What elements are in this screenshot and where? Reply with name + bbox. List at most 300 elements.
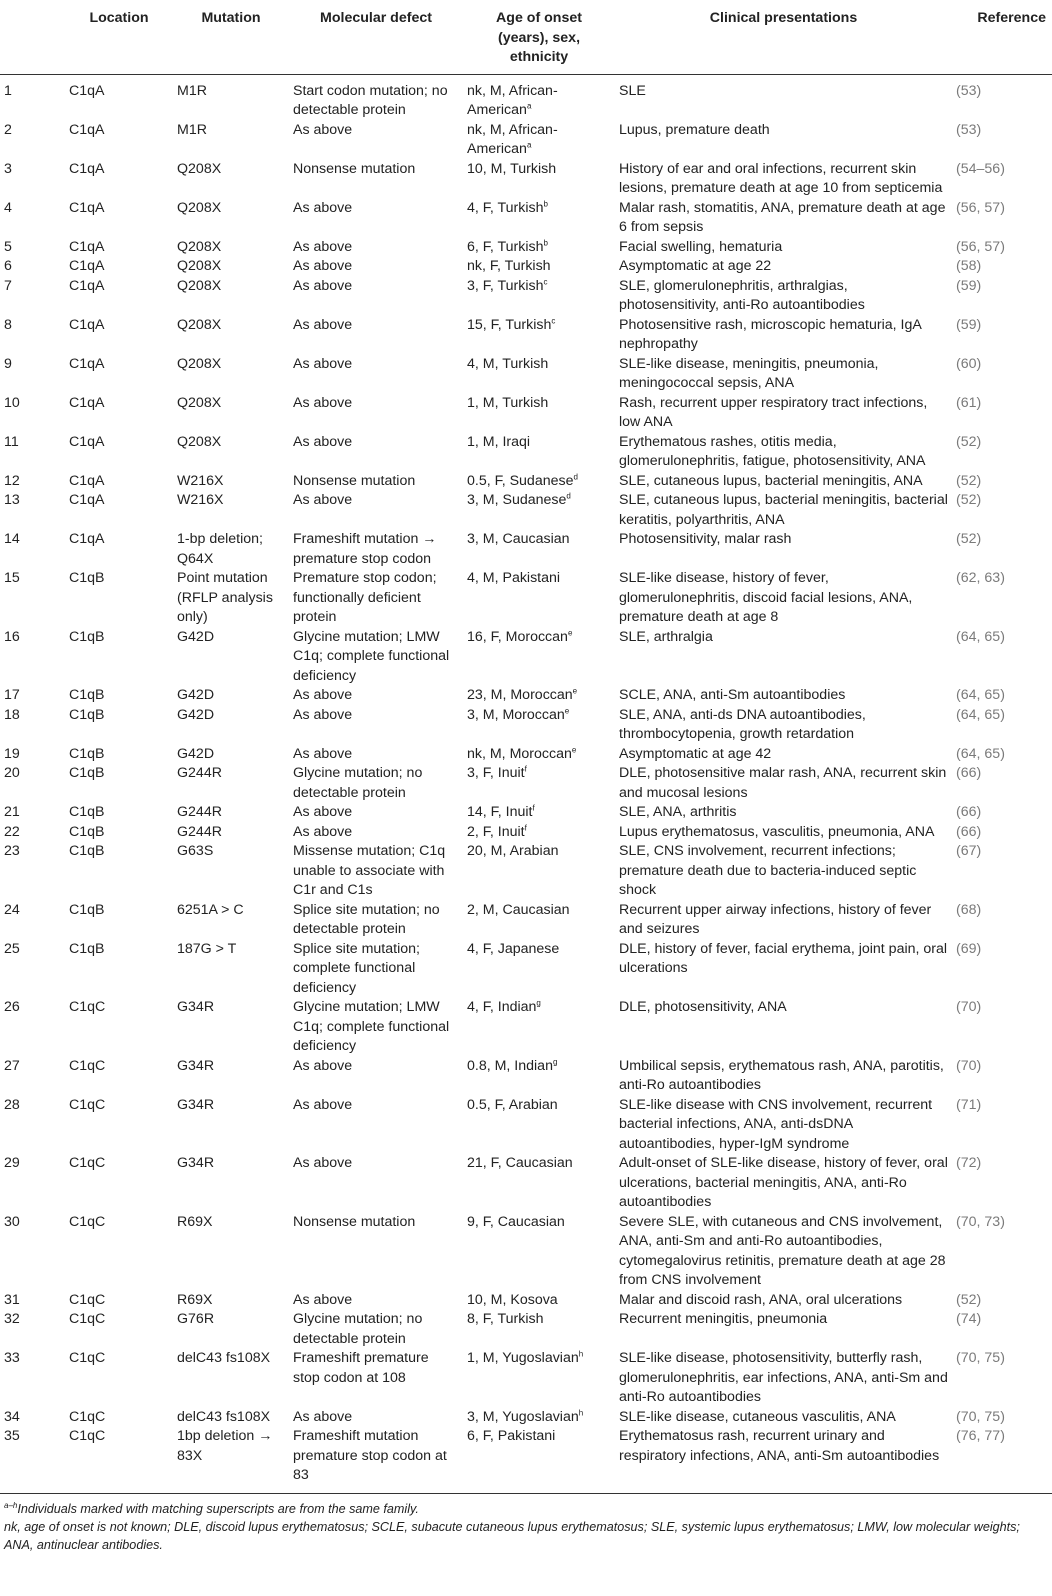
reference-open-paren: (	[956, 1350, 961, 1366]
cell-age-sex-ethnicity	[463, 628, 615, 687]
age-text: 0.5, F, Arabian	[467, 1096, 558, 1113]
reference-link[interactable]: 67	[960, 843, 977, 859]
reference-link[interactable]: 74	[960, 1311, 977, 1327]
cell-reference	[952, 940, 1052, 999]
reference-open-paren: (	[956, 472, 961, 489]
cell-mutation: Q208X	[177, 433, 222, 450]
table-row	[0, 257, 1052, 277]
reference-open-paren: (	[956, 999, 961, 1015]
cell-age-sex-ethnicity	[463, 530, 615, 569]
cell-molecular-defect: As above	[293, 804, 353, 820]
cell-molecular-defect: Glycine mutation; no detectable protein	[293, 1311, 423, 1347]
family-superscript: c	[543, 276, 548, 286]
row-number: 24	[4, 901, 20, 918]
reference-open-paren: (	[956, 1428, 961, 1444]
reference-link[interactable]: 71	[960, 1096, 977, 1113]
reference-close-paren: )	[976, 1291, 982, 1308]
reference-close-paren: )	[976, 82, 982, 99]
age-text: 2, M, Caucasian	[467, 901, 570, 918]
family-superscript: e	[571, 744, 577, 754]
reference-close-paren: )	[1000, 570, 1005, 586]
cell-clinical-presentations: SCLE, ANA, anti-Sm autoantibodies	[619, 687, 846, 703]
cell-clinical-presentations: Photosensitivity, malar rash	[619, 531, 792, 547]
family-superscript: b	[543, 237, 548, 247]
cell-clinical-presentations: DLE, history of fever, facial erythema, joint pain, oral ulcerations	[619, 940, 948, 976]
cell-clinical-presentations: Erythematosus rash, recurrent urinary and respiratory infections, ANA, anti-Sm autoantibodies	[619, 1428, 940, 1464]
cell-molecular-defect: Glycine mutation; LMW C1q; complete functional deficiency	[293, 999, 450, 1054]
reference-close-paren: )	[1000, 628, 1005, 645]
cell-reference	[952, 1291, 1052, 1311]
reference-close-paren: )	[976, 999, 982, 1015]
reference-close-paren: )	[1000, 745, 1005, 762]
family-superscript: c	[551, 315, 556, 325]
reference-link[interactable]: 66	[960, 765, 977, 781]
cell-location: C1qA	[69, 316, 105, 333]
reference-open-paren: (	[956, 160, 961, 177]
cell-location: C1qA	[69, 277, 105, 294]
cell-mutation: G244R	[177, 823, 222, 840]
age-text: 1, M, Yugoslavian	[467, 1350, 579, 1366]
cell-molecular-defect: As above	[293, 433, 353, 450]
cell-molecular-defect: As above	[293, 238, 353, 255]
cell-reference	[952, 355, 1052, 394]
cell-mutation: Point mutation (RFLP analysis only)	[177, 570, 273, 625]
table-row	[0, 803, 1052, 823]
reference-link[interactable]: 69	[960, 940, 977, 957]
cell-location: C1qA	[69, 121, 105, 138]
reference-link[interactable]: 52	[960, 531, 977, 547]
cell-clinical-presentations: Severe SLE, with cutaneous and CNS involvement, ANA, anti-Sm and anti-Ro autoantibodies, cytomegalovirus retinitis, premature death at age 28 from CNS involvement	[619, 1213, 946, 1288]
reference-open-paren: (	[956, 765, 961, 781]
cell-molecular-defect: Premature stop codon; functionally deficient protein	[293, 570, 437, 625]
cell-molecular-defect: Splice site mutation; complete functional deficiency	[293, 940, 420, 996]
cell-age-sex-ethnicity	[463, 355, 615, 394]
reference-link[interactable]: 56, 57	[960, 238, 1001, 255]
cell-reference	[952, 277, 1052, 316]
reference-close-paren: )	[976, 258, 982, 274]
reference-close-paren: )	[1000, 1350, 1005, 1366]
reference-link[interactable]: 70	[960, 1057, 977, 1074]
cell-molecular-defect: As above	[293, 745, 353, 762]
footnotes	[0, 1494, 1052, 1554]
cell-age-sex-ethnicity	[463, 1427, 615, 1493]
cell-age-sex-ethnicity	[463, 277, 615, 316]
cell-age-sex-ethnicity	[463, 491, 615, 530]
reference-close-paren: )	[1000, 160, 1005, 177]
row-number: 3	[4, 160, 12, 177]
cell-molecular-defect: Start codon mutation; no detectable protein	[293, 82, 448, 118]
cell-age-sex-ethnicity	[463, 121, 615, 160]
reference-open-paren: (	[956, 745, 961, 762]
cell-mutation: 6251A > C	[177, 901, 244, 918]
age-text: 6, F, Turkish	[467, 238, 544, 255]
cell-molecular-defect: Glycine mutation; LMW C1q; complete functional deficiency	[293, 628, 450, 684]
table-row	[0, 628, 1052, 687]
cell-clinical-presentations: SLE-like disease, meningitis, pneumonia, meningococcal sepsis, ANA	[619, 355, 879, 391]
row-number: 2	[4, 121, 12, 138]
cell-molecular-defect: As above	[293, 1155, 353, 1171]
cell-age-sex-ethnicity	[463, 394, 615, 433]
reference-open-paren: (	[956, 823, 961, 840]
cell-reference	[952, 745, 1052, 765]
table-row	[0, 940, 1052, 999]
cell-mutation: 1bp deletion → 83X	[177, 1428, 273, 1464]
row-number: 31	[4, 1291, 20, 1308]
cell-age-sex-ethnicity	[463, 472, 615, 492]
cell-location: C1qB	[69, 687, 105, 703]
row-number: 18	[4, 706, 20, 723]
family-superscript: f	[524, 822, 527, 832]
cell-reference	[952, 160, 1052, 199]
cell-mutation: G244R	[177, 804, 222, 820]
cell-reference	[952, 1408, 1052, 1428]
cell-location: C1qA	[69, 160, 105, 177]
header-reference: Reference	[977, 10, 1046, 26]
cell-reference	[952, 1154, 1052, 1213]
cell-location: C1qB	[69, 570, 105, 586]
table-row	[0, 199, 1052, 238]
reference-open-paren: (	[956, 121, 961, 138]
cell-reference	[952, 238, 1052, 258]
row-number: 7	[4, 277, 12, 294]
reference-link[interactable]: 52	[960, 472, 977, 489]
cell-molecular-defect: Splice site mutation; no detectable protein	[293, 901, 440, 937]
cell-reference	[952, 1310, 1052, 1349]
header-clinical-presentations: Clinical presentations	[709, 10, 858, 26]
reference-close-paren: )	[1000, 199, 1005, 216]
reference-link[interactable]: 64, 65	[960, 687, 1001, 703]
reference-close-paren: )	[976, 843, 982, 859]
family-superscript: g	[552, 1056, 558, 1066]
cell-mutation: W216X	[177, 492, 224, 508]
age-text: 20, M, Arabian	[467, 843, 559, 859]
table-row	[0, 472, 1052, 492]
cell-mutation: Q208X	[177, 394, 222, 411]
cell-clinical-presentations: SLE-like disease, cutaneous vasculitis, ANA	[619, 1408, 896, 1425]
cell-molecular-defect: As above	[293, 823, 353, 840]
cell-mutation: Q208X	[177, 238, 222, 255]
cell-location: C1qC	[69, 1096, 106, 1113]
reference-link[interactable]: 70, 73	[960, 1213, 1001, 1230]
table-row	[0, 823, 1052, 843]
cell-molecular-defect: As above	[293, 258, 353, 274]
row-number: 25	[4, 940, 20, 957]
row-number: 22	[4, 823, 20, 840]
reference-link[interactable]: 66	[960, 804, 977, 820]
reference-open-paren: (	[956, 570, 961, 586]
reference-close-paren: )	[976, 804, 982, 820]
reference-link[interactable]: 52	[960, 433, 977, 450]
row-number: 9	[4, 355, 12, 372]
row-number: 10	[4, 394, 20, 411]
cell-reference	[952, 1349, 1052, 1408]
reference-open-paren: (	[956, 1057, 961, 1074]
age-text: 4, M, Pakistani	[467, 570, 561, 586]
cell-age-sex-ethnicity	[463, 823, 615, 843]
cell-location: C1qC	[69, 1350, 106, 1366]
reference-link[interactable]: 64, 65	[960, 745, 1001, 762]
reference-open-paren: (	[956, 940, 961, 957]
cell-clinical-presentations: Erythematous rashes, otitis media, glomerulonephritis, fatigue, photosensitivity, ANA	[619, 433, 926, 469]
reference-close-paren: )	[976, 765, 982, 781]
cell-location: C1qA	[69, 238, 105, 255]
reference-link[interactable]: 59	[960, 277, 977, 294]
cell-mutation: G34R	[177, 1057, 215, 1074]
cell-location: C1qC	[69, 1057, 106, 1074]
cell-clinical-presentations: History of ear and oral infections, recurrent skin lesions, premature death at age 10 from septicemia	[619, 160, 943, 196]
cell-age-sex-ethnicity	[463, 901, 615, 940]
reference-open-paren: (	[956, 804, 961, 820]
cell-reference	[952, 901, 1052, 940]
cell-clinical-presentations: SLE-like disease with CNS involvement, recurrent bacterial infections, ANA, anti-dsDNA autoantibodies, hyper-IgM syndrome	[619, 1096, 933, 1152]
cell-location: C1qA	[69, 531, 105, 547]
cell-mutation: G42D	[177, 706, 215, 723]
cell-clinical-presentations: SLE-like disease, photosensitivity, butterfly rash, glomerulonephritis, ear infections, ANA, anti-Sm and anti-Ro autoantibodies	[619, 1350, 948, 1405]
reference-link[interactable]: 70, 75	[960, 1408, 1001, 1425]
cell-clinical-presentations: Adult-onset of SLE-like disease, history of fever, oral ulcerations, bacterial meningitis, ANA, anti-Ro autoantibodies	[619, 1155, 948, 1210]
cell-reference	[952, 257, 1052, 277]
cell-age-sex-ethnicity	[463, 1349, 615, 1408]
footnote-family-sup: a–h	[4, 1500, 18, 1510]
cell-mutation: R69X	[177, 1213, 213, 1230]
row-number: 35	[4, 1428, 20, 1444]
age-text: 0.5, F, Sudanese	[467, 472, 574, 489]
cell-molecular-defect: As above	[293, 355, 353, 372]
cell-molecular-defect: Frameshift premature stop codon at 108	[293, 1350, 429, 1386]
reference-link[interactable]: 60	[960, 355, 977, 372]
reference-open-paren: (	[956, 843, 961, 859]
row-number: 32	[4, 1311, 20, 1327]
age-text: 15, F, Turkish	[467, 316, 552, 333]
cell-molecular-defect: Frameshift mutation premature stop codon at 83	[293, 1428, 447, 1483]
reference-close-paren: )	[976, 1057, 982, 1074]
cell-clinical-presentations: Photosensitive rash, microscopic hematuria, IgA nephropathy	[619, 316, 922, 352]
cell-location: C1qB	[69, 940, 105, 957]
cell-location: C1qB	[69, 901, 105, 918]
table-row	[0, 1408, 1052, 1428]
reference-link[interactable]: 76, 77	[960, 1428, 1001, 1444]
reference-link[interactable]: 59	[960, 316, 977, 333]
table-row	[0, 1096, 1052, 1155]
reference-link[interactable]: 64, 65	[960, 628, 1001, 645]
cell-reference	[952, 569, 1052, 628]
reference-close-paren: )	[976, 531, 982, 547]
cell-mutation: G42D	[177, 745, 215, 762]
cell-molecular-defect: As above	[293, 199, 353, 216]
cell-location: C1qB	[69, 765, 105, 781]
cell-age-sex-ethnicity	[463, 1096, 615, 1155]
cell-location: C1qA	[69, 82, 105, 99]
cell-location: C1qB	[69, 843, 105, 859]
header-row	[0, 0, 1052, 74]
cell-mutation: M1R	[177, 82, 207, 99]
reference-close-paren: )	[1000, 706, 1005, 723]
age-text: 4, M, Turkish	[467, 355, 549, 372]
age-text: 2, F, Inuit	[467, 823, 525, 840]
row-number: 14	[4, 531, 20, 547]
table-row	[0, 569, 1052, 628]
cell-clinical-presentations: Malar rash, stomatitis, ANA, premature death at age 6 from sepsis	[619, 199, 946, 235]
cell-reference	[952, 706, 1052, 745]
reference-open-paren: (	[956, 394, 961, 411]
cell-mutation: G34R	[177, 999, 215, 1015]
cell-reference	[952, 803, 1052, 823]
cell-reference	[952, 530, 1052, 569]
footnote-family-text: Individuals marked with matching superscripts are from the same family.	[17, 1501, 419, 1516]
reference-link[interactable]: 62, 63	[960, 570, 1001, 586]
cell-molecular-defect: As above	[293, 1291, 353, 1308]
cell-molecular-defect: As above	[293, 492, 353, 508]
row-number: 17	[4, 687, 20, 703]
cell-location: C1qA	[69, 492, 105, 508]
cell-mutation: Q208X	[177, 277, 222, 294]
reference-open-paren: (	[956, 238, 961, 255]
table-row	[0, 74, 1052, 121]
footnote-abbreviations: nk, age of onset is not known; DLE, discoid lupus erythematosus; SCLE, subacute cutaneous lupus erythematosus; SLE, systemic lupus erythematosus; LMW, low molecular weights; ANA, antinuclear antibodies.	[4, 1519, 1020, 1552]
reference-link[interactable]: 70	[960, 999, 977, 1015]
reference-open-paren: (	[956, 199, 961, 216]
cell-molecular-defect: As above	[293, 316, 353, 333]
cell-location: C1qB	[69, 823, 105, 840]
reference-link[interactable]: 53	[960, 121, 977, 138]
cell-clinical-presentations: Rash, recurrent upper respiratory tract infections, low ANA	[619, 394, 928, 430]
row-number: 21	[4, 804, 20, 820]
cell-location: C1qA	[69, 199, 105, 216]
reference-link[interactable]: 52	[960, 1291, 977, 1308]
row-number: 33	[4, 1350, 20, 1366]
reference-open-paren: (	[956, 687, 961, 703]
table-row	[0, 998, 1052, 1057]
cell-mutation: M1R	[177, 121, 207, 138]
cell-reference	[952, 316, 1052, 355]
cell-molecular-defect: As above	[293, 277, 353, 294]
family-superscript: e	[572, 686, 578, 696]
reference-link[interactable]: 68	[960, 901, 977, 918]
cell-molecular-defect: Nonsense mutation	[293, 472, 416, 489]
cell-location: C1qA	[69, 472, 105, 489]
reference-open-paren: (	[956, 531, 961, 547]
cell-location: C1qB	[69, 628, 105, 645]
reference-link[interactable]: 64, 65	[960, 706, 1001, 723]
row-number: 15	[4, 570, 20, 586]
cell-age-sex-ethnicity	[463, 199, 615, 238]
table-row	[0, 745, 1052, 765]
cell-reference	[952, 1057, 1052, 1096]
cell-age-sex-ethnicity	[463, 842, 615, 901]
age-text: nk, M, Moroccan	[467, 745, 572, 762]
cell-clinical-presentations: DLE, photosensitivity, ANA	[619, 999, 787, 1015]
reference-open-paren: (	[956, 628, 961, 645]
cell-mutation: delC43 fs108X	[177, 1350, 271, 1366]
cell-location: C1qB	[69, 706, 105, 723]
cell-location: C1qA	[69, 355, 105, 372]
row-number: 27	[4, 1057, 20, 1074]
family-superscript: d	[566, 491, 571, 501]
cell-clinical-presentations: Lupus erythematosus, vasculitis, pneumonia, ANA	[619, 823, 935, 840]
table-row	[0, 1291, 1052, 1311]
cell-molecular-defect: Nonsense mutation	[293, 1213, 416, 1230]
cell-age-sex-ethnicity	[463, 433, 615, 472]
table-row	[0, 277, 1052, 316]
cell-reference	[952, 472, 1052, 492]
row-number: 1	[4, 82, 12, 99]
cell-clinical-presentations: SLE, cutaneous lupus, bacterial meningitis, ANA	[619, 472, 923, 489]
table-row	[0, 160, 1052, 199]
row-number: 5	[4, 238, 12, 255]
row-number: 12	[4, 472, 20, 489]
reference-link[interactable]: 66	[960, 823, 977, 840]
reference-link[interactable]: 72	[960, 1155, 977, 1171]
age-text: 8, F, Turkish	[467, 1311, 544, 1327]
age-text: 4, F, Japanese	[467, 940, 560, 957]
cell-molecular-defect: As above	[293, 1408, 353, 1425]
reference-link[interactable]: 61	[960, 394, 977, 411]
cell-clinical-presentations: SLE	[619, 82, 646, 99]
cell-age-sex-ethnicity	[463, 316, 615, 355]
reference-open-paren: (	[956, 1408, 961, 1425]
reference-open-paren: (	[956, 1096, 961, 1113]
cell-reference	[952, 1213, 1052, 1291]
cell-location: C1qC	[69, 1428, 106, 1444]
table-row	[0, 394, 1052, 433]
reference-link[interactable]: 56, 57	[960, 199, 1001, 216]
row-number: 13	[4, 492, 20, 508]
cell-clinical-presentations: SLE, ANA, anti-ds DNA autoantibodies, thrombocytopenia, growth retardation	[619, 706, 866, 742]
cell-clinical-presentations: Lupus, premature death	[619, 121, 770, 138]
cell-age-sex-ethnicity	[463, 1408, 615, 1428]
cell-location: C1qA	[69, 258, 105, 274]
reference-link[interactable]: 70, 75	[960, 1350, 1001, 1366]
row-number: 26	[4, 999, 20, 1015]
reference-link[interactable]: 58	[960, 258, 977, 274]
reference-close-paren: )	[976, 121, 982, 138]
reference-link[interactable]: 54–56	[960, 160, 1001, 177]
table-row	[0, 901, 1052, 940]
reference-link[interactable]: 52	[960, 492, 977, 508]
age-text: 6, F, Pakistani	[467, 1428, 556, 1444]
reference-close-paren: )	[976, 492, 982, 508]
cell-mutation: G63S	[177, 843, 214, 859]
cell-age-sex-ethnicity	[463, 764, 615, 803]
reference-close-paren: )	[976, 316, 982, 333]
reference-open-paren: (	[956, 1291, 961, 1308]
family-superscript: e	[564, 705, 570, 715]
cell-age-sex-ethnicity	[463, 998, 615, 1057]
reference-close-paren: )	[976, 394, 982, 411]
reference-close-paren: )	[976, 1096, 982, 1113]
footnote-family	[4, 1500, 1048, 1518]
reference-close-paren: )	[976, 277, 982, 294]
reference-link[interactable]: 53	[960, 82, 977, 99]
age-text: 3, M, Moroccan	[467, 706, 565, 723]
cell-clinical-presentations: DLE, photosensitive malar rash, ANA, recurrent skin and mucosal lesions	[619, 765, 947, 801]
reference-open-paren: (	[956, 433, 961, 450]
cell-age-sex-ethnicity	[463, 74, 615, 121]
family-superscript: a	[526, 101, 532, 111]
cell-age-sex-ethnicity	[463, 803, 615, 823]
cell-clinical-presentations: SLE, arthralgia	[619, 628, 713, 645]
cell-reference	[952, 764, 1052, 803]
age-text: 10, M, Kosova	[467, 1291, 558, 1308]
cell-location: C1qA	[69, 394, 105, 411]
age-text: 0.8, M, Indian	[467, 1057, 553, 1074]
reference-close-paren: )	[976, 433, 982, 450]
age-text: nk, M, African-American	[467, 121, 558, 157]
age-text: 3, M, Yugoslavian	[467, 1408, 579, 1425]
cell-location: C1qC	[69, 1311, 106, 1327]
cell-mutation: Q208X	[177, 316, 222, 333]
cell-clinical-presentations: Asymptomatic at age 42	[619, 745, 772, 762]
